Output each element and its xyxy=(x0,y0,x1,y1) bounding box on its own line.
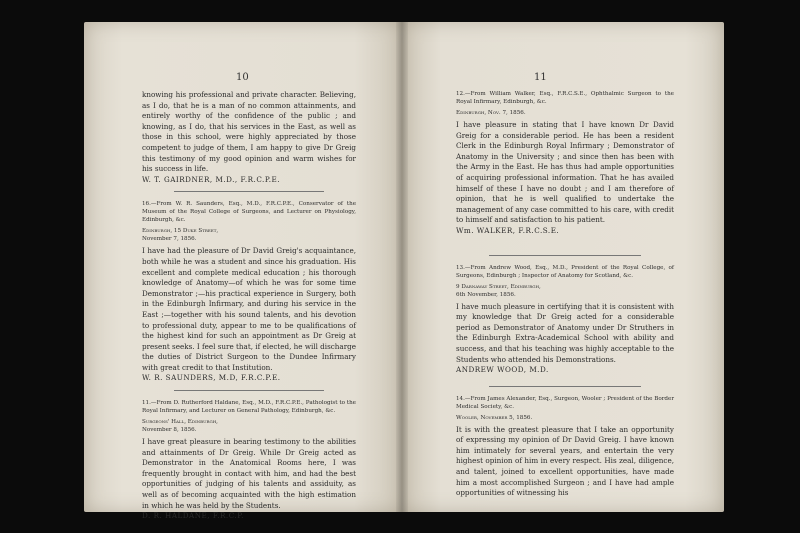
letter-11-body: I have great pleasure in bearing testimony to the abilities and attainments of Dr Greig. While Dr Greig acted as Demonstrator in the Anatomical Rooms here, I was frequently brought in contact with him, and had the best opportunities of judging of his talents and assiduity, as well as of becoming acquainted with the high estimation in which he was held by the Students. xyxy=(142,437,356,510)
open-booklet xyxy=(84,22,724,521)
page-number-10: 10 xyxy=(236,72,249,83)
letter-14-body: It is with the greatest pleasure that I take an opportunity of expressing my opinion of Dr David Greig. I have known him intimately for several years, and entertain the very highest opinion of him in every respect. His zeal, diligence, and talent, joined to excellent opportunities, have made him a most accomplished Surgeon ; and I have had ample opportunities of witnessing his xyxy=(456,424,674,498)
divider xyxy=(174,390,324,391)
signature-gairdner: W. T. GAIRDNER, M.D., F.R.C.P.E. xyxy=(142,174,281,184)
divider xyxy=(174,191,324,192)
letter-13-date: 6th November, 1856. xyxy=(456,291,516,298)
letter-14-address: Wooler, November 5, 1856. xyxy=(456,414,533,421)
letter-12-address: Edinburgh, Nov. 7, 1856. xyxy=(456,110,526,116)
signature-saunders: W. R. SAUNDERS, M.D, F.R.C.P.E. xyxy=(142,373,281,383)
intro-paragraph: knowing his professional and private character. Believing, as I do, that he is a man of no common attainments, and entirely worthy of the confidence of the public ; and knowing, as I do, that his services in the East, as well as those in this school, were highly appreciated by those competent to judge of them, I am happy to give Dr Greig this testimony of my good opinion and warm wishes for his success in life. xyxy=(142,90,356,174)
divider xyxy=(489,255,642,256)
signature-haldane: D. R. HALDANE, F.R.C.P. xyxy=(142,511,244,521)
page-number-11: 11 xyxy=(534,72,547,83)
signature-wood: ANDREW WOOD, M.D. xyxy=(456,365,549,375)
divider xyxy=(489,386,642,387)
letter-11-address: Surgeons' Hall, Edinburgh, xyxy=(142,419,218,426)
letter-11-date: November 8, 1856. xyxy=(142,427,197,434)
left-page-text xyxy=(142,90,356,522)
letter-12-body: I have pleasure in stating that I have known Dr David Greig for a considerable period. He has been a resident Clerk in the Edinburgh Royal Infirmary ; Demonstrator of Anatomy in the University ; and since then has been with the Army in the East. He has thus had ample opportunities of acquiring professional information. That he has availed himself of these I have no doubt ; and I am therefore of opinion, that he is well qualified to undertake the management of any case committed to his care, with credit to himself and satisfaction to his patient. xyxy=(456,120,674,225)
letter-16-heading: 16.—From W. R. Saunders, Esq., M.D., F.R.C.P.E., Conservator of the Museum of the Royal College of Surgeons, and Lecturer on Physiology, Edinburgh, &c. xyxy=(142,201,356,224)
letter-13-heading: 13.—From Andrew Wood, Esq., M.D., President of the Royal College, of Surgeons, Edinburgh ; Inspector of Anatomy for Scotland, &c. xyxy=(456,264,674,279)
right-page xyxy=(402,22,724,512)
letter-12-heading: 12.—From William Walker, Esq., F.R.C.S.E., Ophthalmic Surgeon to the Royal Infirmary, Edinburgh, &c. xyxy=(456,91,674,105)
book-gutter xyxy=(396,22,408,512)
letter-11-heading: 11.—From D. Rutherford Haldane, Esq., M.D., F.R.C.P.E., Pathologist to the Royal Infirmary, and Lecturer on General Pathology, Edinburgh, &c. xyxy=(142,400,356,415)
letter-13-body: I have much pleasure in certifying that it is consistent with my knowledge that Dr Greig acted for a considerable period as Demonstrator of Anatomy under Dr Struthers in the Edinburgh Extra-Academical School with ability and success, and that his teaching was highly acceptable to the Students who attended his Demonstrations. xyxy=(456,301,674,364)
letter-16-body: I have had the pleasure of Dr David Greig's acquaintance, both while he was a student and since his graduation. His excellent and complete medical education ; his thorough knowledge of Anatomy—of which he was for some time Demonstrator ;—his practical experience in Surgery, both in the Edinburgh Infirmary, and during his service in the East ;—together with his sound talents, and his devotion to professional duty, appear to me to be qualifications of the highest kind for such an appointment as Dr Greig at present seeks. I feel sure that, if elected, he will discharge the duties of District Surgeon to the Dundee Infirmary with great credit to that Institution. xyxy=(142,246,356,372)
right-page-text xyxy=(456,90,674,499)
left-page xyxy=(84,22,402,521)
letter-16-date: November 7, 1856. xyxy=(142,236,197,243)
letter-14-heading: 14.—From James Alexander, Esq., Surgeon, Wooler ; President of the Border Medical Society, &c. xyxy=(456,395,674,410)
letter-13-address: 9 Darnaway Street, Edinburgh, xyxy=(456,283,541,290)
signature-walker: Wm. WALKER, F.R.C.S.E. xyxy=(456,225,560,235)
letter-16-address: Edinburgh, 15 Duke Street, xyxy=(142,228,219,235)
